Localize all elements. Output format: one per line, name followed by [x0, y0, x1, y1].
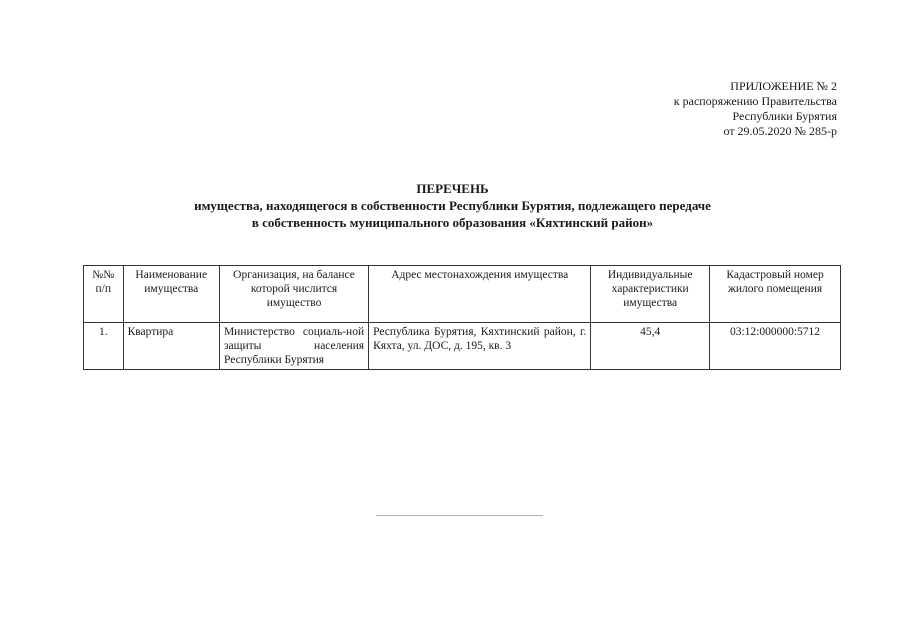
property-table — [83, 265, 841, 370]
cell-cadastral: 03:12:000000:5712 — [710, 323, 841, 370]
header-cadastral: Кадастровый номер жилого помещения — [710, 266, 841, 323]
appendix-authority: Республики Бурятия — [732, 109, 837, 123]
table-header-row — [84, 266, 841, 323]
appendix-block — [674, 79, 837, 139]
cell-org: Министерство социаль-ной защиты населения Республики Бурятия — [219, 323, 368, 370]
document-heading — [0, 180, 905, 231]
header-characteristics: Индивидуальные характеристики имущества — [591, 266, 710, 323]
table-row — [84, 323, 841, 370]
end-divider-line — [376, 515, 543, 516]
header-num: №№ п/п — [84, 266, 124, 323]
cell-num: 1. — [84, 323, 124, 370]
header-address: Адрес местонахождения имущества — [369, 266, 591, 323]
document-subtitle-line-1: имущества, находящегося в собственности Республики Бурятия, подлежащего передаче — [194, 198, 711, 213]
cell-characteristics: 45,4 — [591, 323, 710, 370]
document-subtitle-line-2: в собственность муниципального образования «Кяхтинский район» — [251, 215, 654, 230]
appendix-order-ref: к распоряжению Правительства — [673, 94, 837, 108]
header-org: Организация, на балансе которой числится имущество — [219, 266, 368, 323]
header-name: Наименование имущества — [123, 266, 219, 323]
appendix-number: ПРИЛОЖЕНИЕ № 2 — [730, 79, 837, 93]
appendix-date-number: от 29.05.2020 № 285-р — [723, 124, 837, 138]
cell-name: Квартира — [123, 323, 219, 370]
document-title: ПЕРЕЧЕНЬ — [416, 181, 489, 196]
cell-address: Республика Бурятия, Кяхтинский район, г. Кяхта, ул. ДОС, д. 195, кв. 3 — [369, 323, 591, 370]
